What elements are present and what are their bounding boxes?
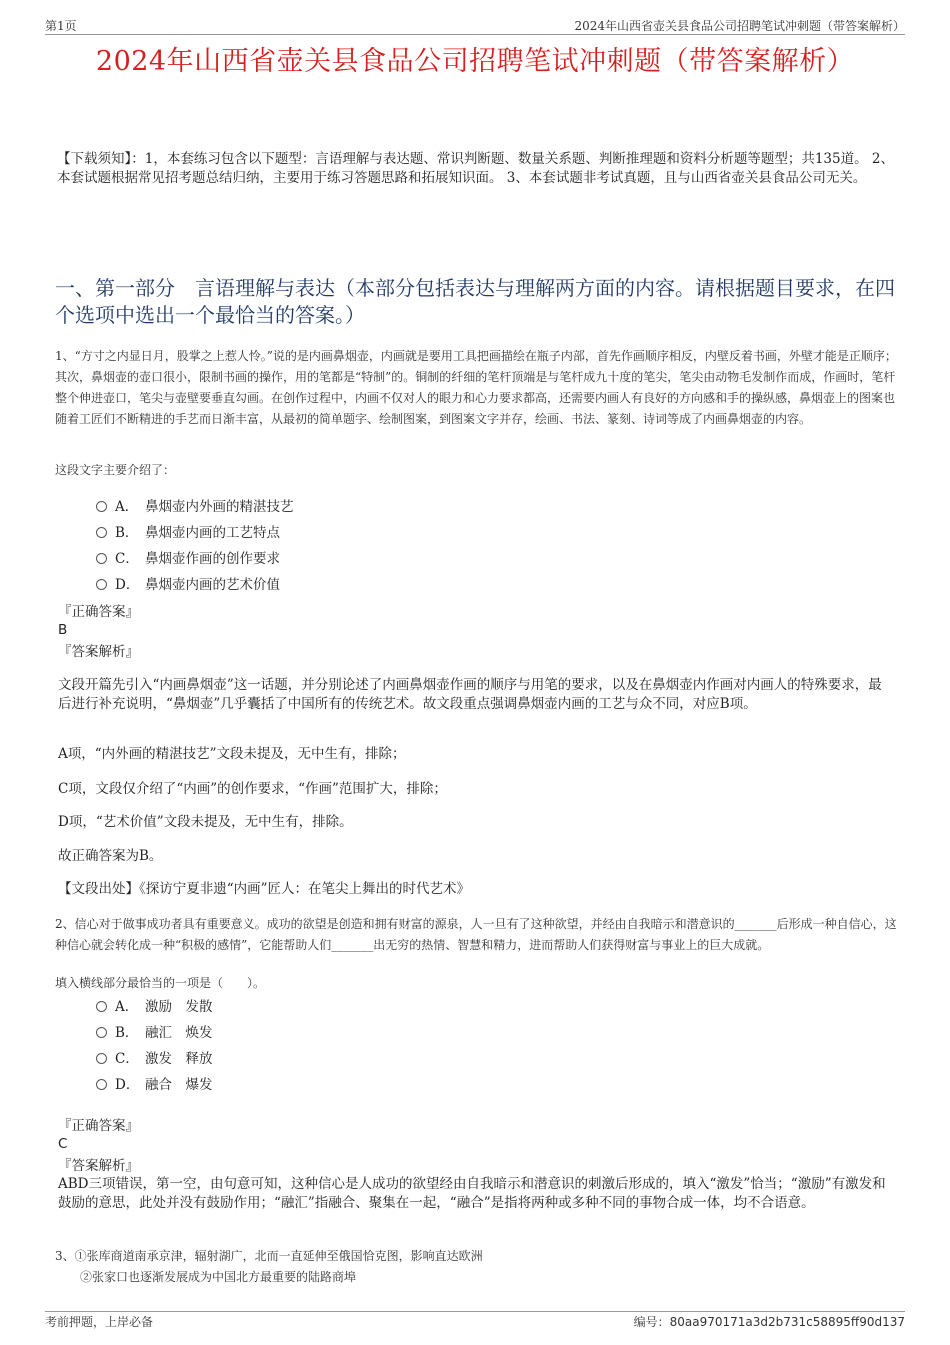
- option-text: 鼻烟壶作画的创作要求: [145, 551, 280, 567]
- footer-divider: [45, 1311, 905, 1312]
- option-text: 融汇 焕发: [145, 1025, 213, 1041]
- q1-source: 【文段出处】《探访宁夏非遗“内画”匠人：在笔尖上舞出的时代艺术》: [58, 881, 471, 897]
- q1-option-b[interactable]: [96, 524, 280, 542]
- q2-passage: 2、信心对于做事成功者具有重要意义。成功的欲望是创造和拥有财富的源泉，人一旦有了这种欲望，并经由自我暗示和潜意识的_______后形成一种自信心，这种信心就会转化成一种“积极的感情”，它能帮助人们_______出无穷的热情、智慧和精力，进而帮助人们获得财富与事业上的巨大成就。: [55, 917, 897, 952]
- radio-icon[interactable]: [96, 1001, 107, 1012]
- q2-answer-label: 『正确答案』: [58, 1118, 139, 1134]
- q3-line-2: ②张家口也逐渐发展成为中国北方最重要的陆路商埠: [80, 1270, 357, 1284]
- option-text: 激励 发散: [145, 999, 213, 1015]
- footer-slogan: 考前押题，上岸必备: [45, 1315, 154, 1329]
- q1-answer: B: [58, 622, 68, 638]
- q1-passage: 1、“方寸之内显日月，股掌之上惹人怜。”说的是内画鼻烟壶，内画就是要用工具把画描绘在瓶子内部，首先作画顺序相反，内壁反着书画，外壁才能是正顺序；其次，鼻烟壶的壶口很小，限制书画的操作，用的笔都是“特制”的。铜制的纤细的笔杆顶端是与笔杆成九十度的笔尖，笔尖由动物毛发制作而成，作画时，笔杆整个伸进壶口，笔尖与壶壁要垂直勾画。在创作过程中，内画不仅对人的眼力和心力要求都高，还需要内画人有良好的方向感和手的操纵感，鼻烟壶上的图案也随着工匠们不断精进的手艺而日渐丰富，从最初的简单题字、绘制图案，到图案文字并存，绘画、书法、篆刻、诗词等成了内画鼻烟壶的内容。: [55, 349, 897, 426]
- q1-analysis-label: 『答案解析』: [58, 644, 139, 660]
- q1-analysis-c: C项，文段仅介绍了“内画”的创作要求，“作画”范围扩大，排除；: [58, 781, 447, 797]
- q2-answer: C: [58, 1136, 68, 1152]
- q2-option-c[interactable]: [96, 1050, 213, 1068]
- option-letter: D．: [115, 577, 140, 593]
- option-letter: D．: [115, 1077, 140, 1093]
- radio-icon[interactable]: [96, 1053, 107, 1064]
- q2-option-a[interactable]: [96, 998, 213, 1016]
- page-number: 第1页: [45, 19, 77, 33]
- option-letter: B．: [115, 1025, 139, 1041]
- radio-icon[interactable]: [96, 1079, 107, 1090]
- document-code-value: 80aa970171a3d2b731c58895ff90d137: [669, 1315, 905, 1329]
- document-code: [634, 1313, 905, 1330]
- option-letter: B．: [115, 525, 139, 541]
- q1-conclusion: 故正确答案为B。: [58, 848, 163, 864]
- radio-icon[interactable]: [96, 579, 107, 590]
- option-text: 激发 释放: [145, 1051, 213, 1067]
- q1-option-d[interactable]: [96, 576, 280, 594]
- download-notice: 【下载须知】：1，本套练习包含以下题型：言语理解与表达题、常识判断题、数量关系题、判断推理题和资料分析题等题型；共135道。 2、本套试题根据常见招考题总结归纳，主要用于练习答题思路和拓展知识面。 3、本套试题非考试真题，且与山西省壶关县食品公司无关。: [57, 151, 894, 186]
- q3-line-1: 3、①张库商道南承京津，辐射湖广，北而一直延伸至俄国恰克图，影响直达欧洲: [55, 1249, 483, 1263]
- header-divider: [45, 34, 905, 35]
- option-letter: C．: [115, 1051, 139, 1067]
- option-text: 融合 爆发: [145, 1077, 213, 1093]
- section-heading: 一、第一部分 言语理解与表达（本部分包括表达与理解两方面的内容。请根据题目要求，在四个选项中选出一个最恰当的答案。）: [55, 276, 895, 327]
- q1-analysis: 文段开篇先引入“内画鼻烟壶”这一话题，并分别论述了内画鼻烟壶作画的顺序与用笔的要求，以及在鼻烟壶内作画对内画人的特殊要求，最后进行补充说明，“鼻烟壶”几乎囊括了中国所有的传统艺术。故文段重点强调鼻烟壶内画的工艺与众不同，对应B项。: [58, 677, 882, 712]
- option-letter: A．: [115, 999, 139, 1015]
- q1-answer-label: 『正确答案』: [58, 604, 139, 620]
- q1-analysis-d: D项，“艺术价值”文段未提及，无中生有，排除。: [58, 814, 353, 830]
- q1-stem: 这段文字主要介绍了：: [55, 463, 176, 477]
- radio-icon[interactable]: [96, 501, 107, 512]
- q1-analysis-a: A项，“内外画的精湛技艺”文段未提及，无中生有，排除；: [58, 746, 406, 762]
- radio-icon[interactable]: [96, 553, 107, 564]
- option-text: 鼻烟壶内画的艺术价值: [145, 577, 280, 593]
- q2-option-b[interactable]: [96, 1024, 213, 1042]
- option-letter: C．: [115, 551, 139, 567]
- running-title: 2024年山西省壶关县食品公司招聘笔试冲刺题（带答案解析）: [574, 19, 905, 33]
- q1-option-c[interactable]: [96, 550, 280, 568]
- q2-analysis-label: 『答案解析』: [58, 1158, 139, 1174]
- q2-analysis: ABD三项错误，第一空，由句意可知，这种信心是人成功的欲望经由自我暗示和潜意识的刺激后形成的，填入“激发”恰当；“激励”有激发和鼓励的意思，此处并没有鼓励作用；“融汇”指融合、聚集在一起，“融合”是指将两种或多种不同的事物合成一体，均不合语意。: [58, 1176, 886, 1211]
- document-code-label: 编号：: [633, 1315, 670, 1329]
- option-letter: A．: [115, 499, 139, 515]
- radio-icon[interactable]: [96, 1027, 107, 1038]
- q2-stem: 填入横线部分最恰当的一项是（ ）。: [55, 976, 266, 990]
- radio-icon[interactable]: [96, 527, 107, 538]
- option-text: 鼻烟壶内画的工艺特点: [145, 525, 280, 541]
- q1-option-a[interactable]: [96, 498, 294, 516]
- document-title: 2024年山西省壶关县食品公司招聘笔试冲刺题（带答案解析）: [95, 46, 855, 77]
- option-text: 鼻烟壶内外画的精湛技艺: [145, 499, 294, 515]
- q2-option-d[interactable]: [96, 1076, 213, 1094]
